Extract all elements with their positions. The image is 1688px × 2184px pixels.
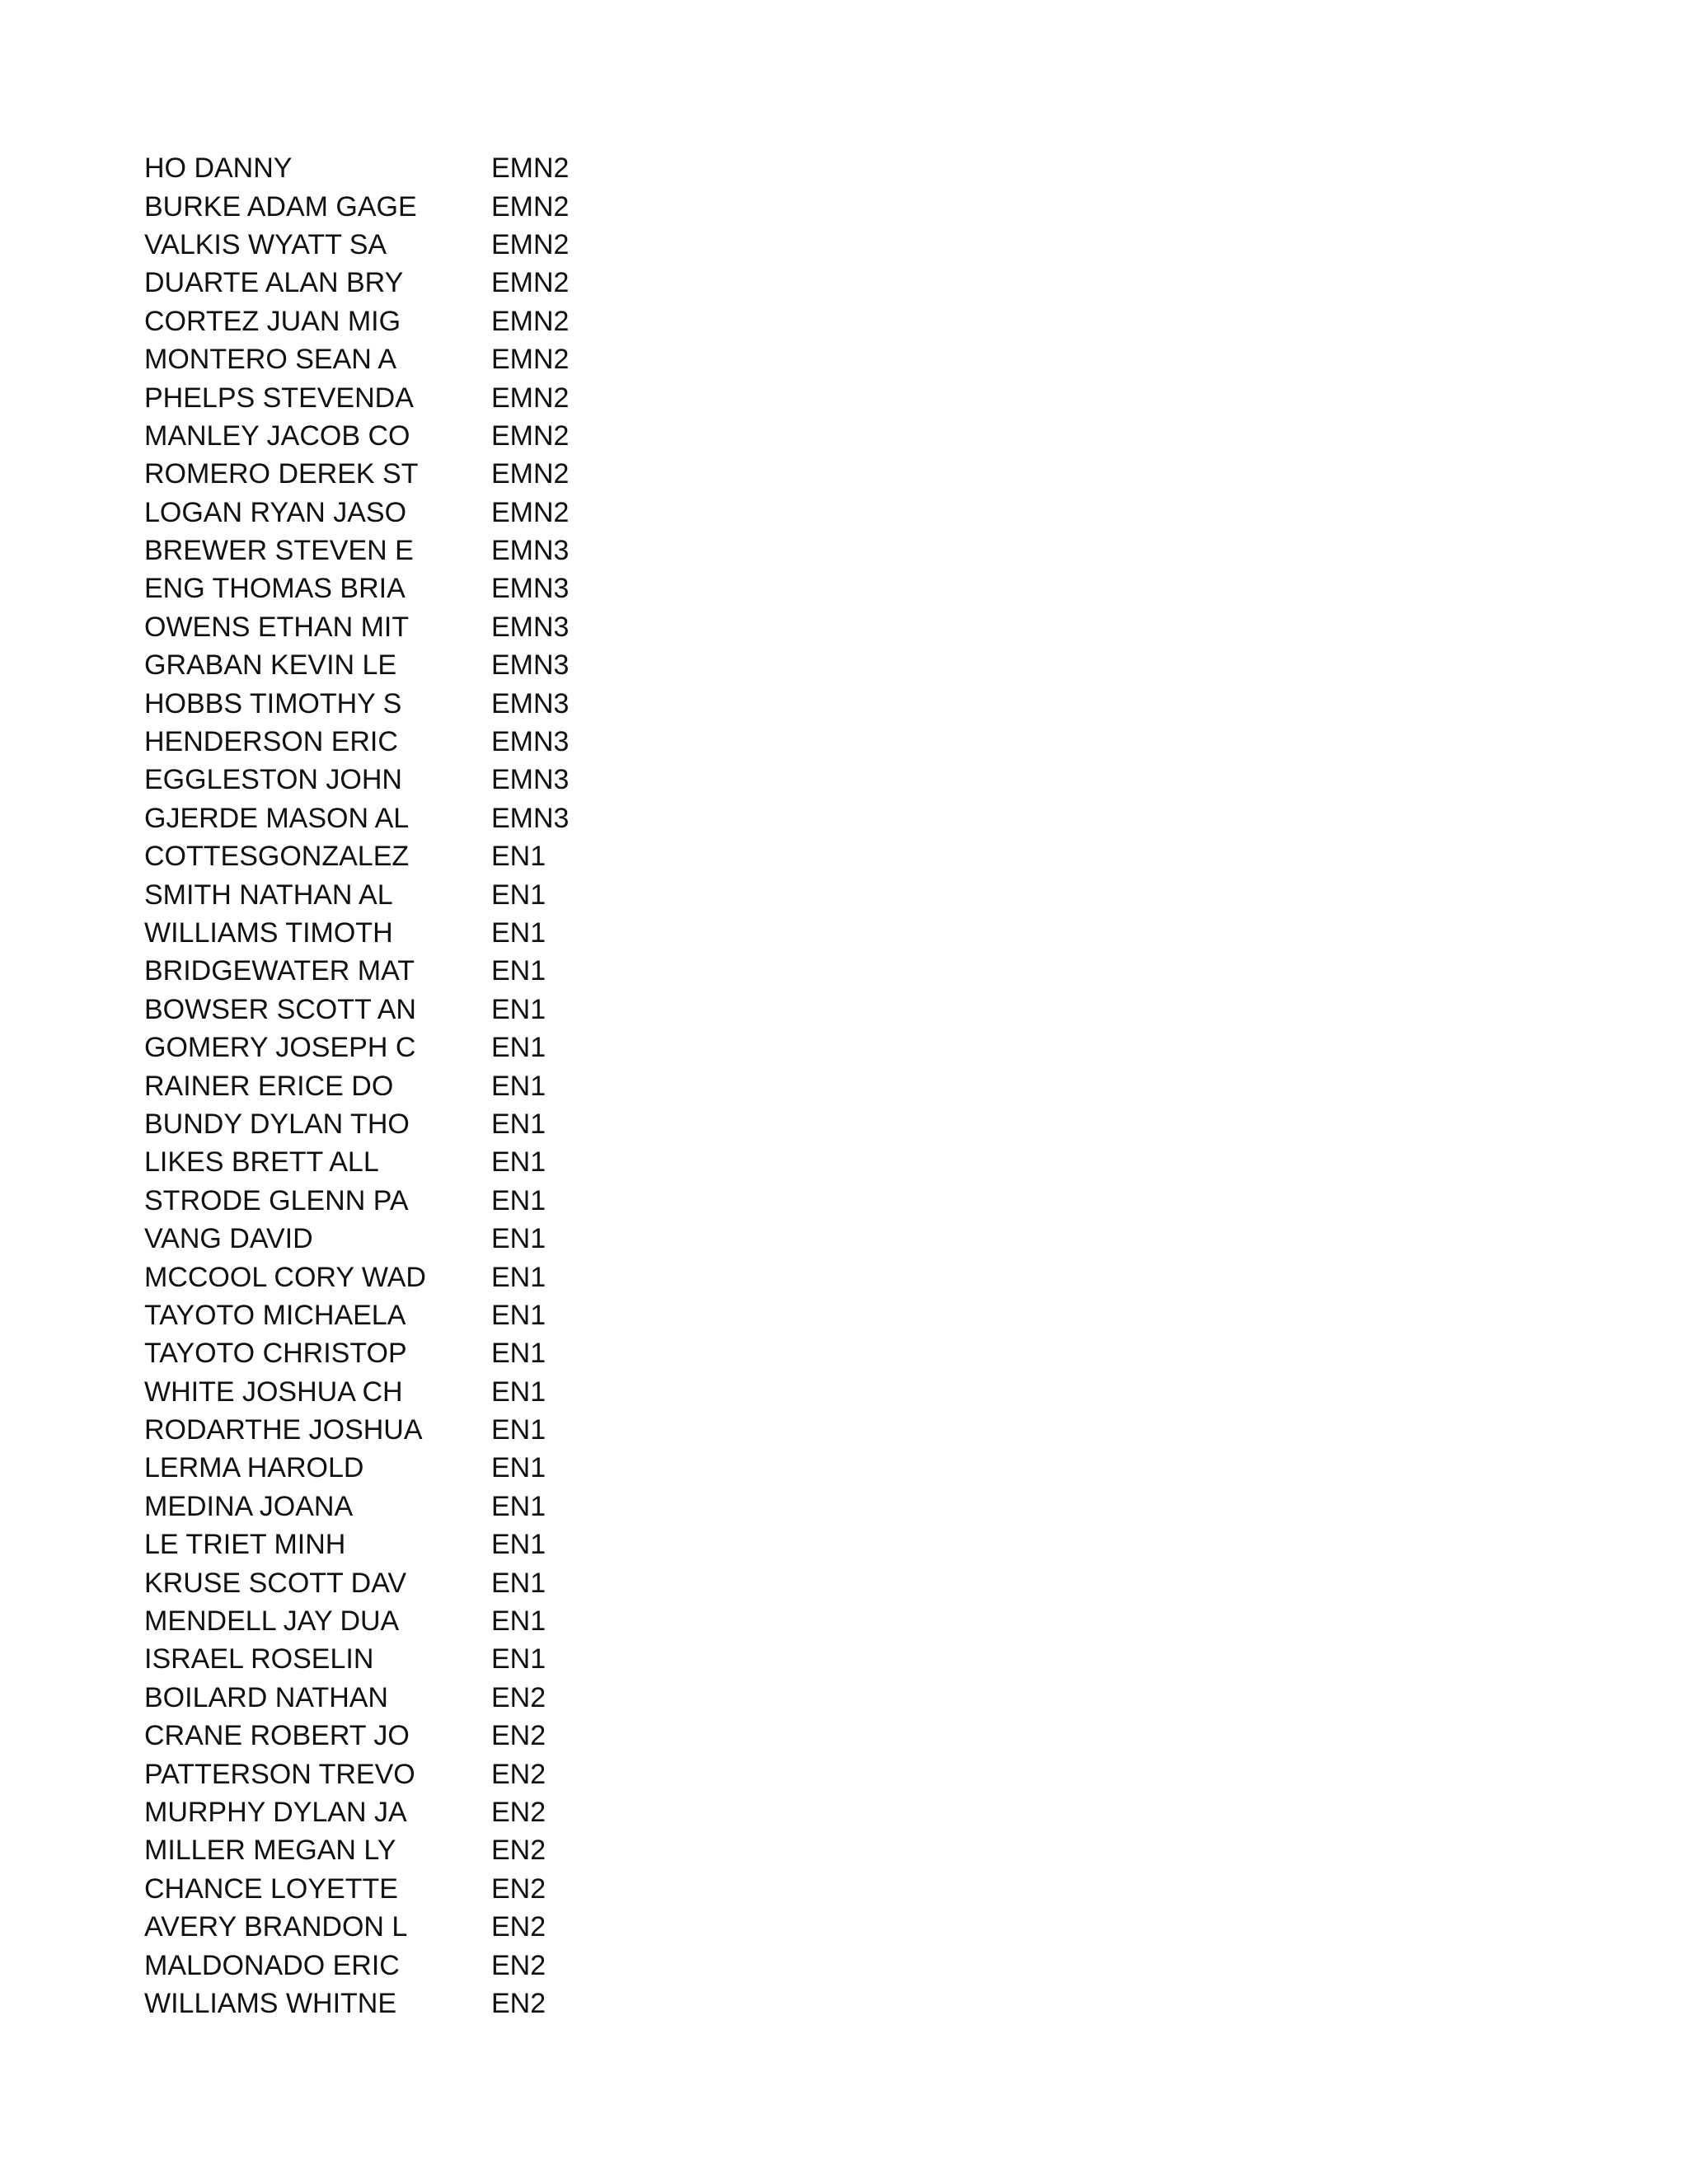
member-rate: EMN2 xyxy=(491,419,570,452)
member-name: RODARTHE JOSHUA xyxy=(144,1414,423,1446)
member-rate: EN2 xyxy=(491,1949,546,1981)
member-rate: EN2 xyxy=(491,1720,546,1752)
member-rate: EN1 xyxy=(491,1605,546,1638)
table-row xyxy=(144,1066,656,1104)
table-row xyxy=(144,149,656,187)
member-rate: EN1 xyxy=(491,1108,546,1140)
member-name: STRODE GLENN PA xyxy=(144,1184,409,1216)
member-rate: EMN3 xyxy=(491,535,570,567)
member-name: BRIDGEWATER MAT xyxy=(144,955,415,987)
member-rate: EMN2 xyxy=(491,305,570,337)
member-name: GJERDE MASON AL xyxy=(144,802,410,834)
member-name: MILLER MEGAN LY xyxy=(144,1835,396,1867)
member-name: MEDINA JOANA xyxy=(144,1490,354,1522)
member-rate: EN2 xyxy=(491,1911,546,1943)
member-name: WHITE JOSHUA CH xyxy=(144,1376,403,1408)
member-name: PATTERSON TREVO xyxy=(144,1758,415,1790)
member-rate: EN1 xyxy=(491,1070,546,1102)
member-rate: EMN3 xyxy=(491,573,570,605)
member-name: SMITH NATHAN AL xyxy=(144,879,393,911)
member-name: HENDERSON ERIC xyxy=(144,726,398,758)
table-row xyxy=(144,1029,656,1066)
table-row xyxy=(144,569,656,607)
member-name: BOWSER SCOTT AN xyxy=(144,993,416,1025)
member-rate: EMN3 xyxy=(491,649,570,682)
member-rate: EN1 xyxy=(491,1529,546,1561)
table-row xyxy=(144,1946,656,1984)
member-rate: EN1 xyxy=(491,1261,546,1293)
member-name: BREWER STEVEN E xyxy=(144,535,414,567)
member-rate: EN1 xyxy=(491,1643,546,1675)
table-row xyxy=(144,761,656,799)
table-row xyxy=(144,302,656,340)
table-row xyxy=(144,1985,656,2022)
member-rate: EN1 xyxy=(491,1567,546,1599)
table-row xyxy=(144,1526,656,1563)
member-name: LIKES BRETT ALL xyxy=(144,1146,379,1179)
member-rate: EN2 xyxy=(491,1872,546,1905)
member-name: BOILARD NATHAN xyxy=(144,1681,388,1713)
member-name: OWENS ETHAN MIT xyxy=(144,611,410,643)
member-rate: EN1 xyxy=(491,879,546,911)
table-row xyxy=(144,1373,656,1411)
member-rate: EMN2 xyxy=(491,344,570,376)
table-row xyxy=(144,1640,656,1678)
table-row xyxy=(144,799,656,837)
member-rate: EMN2 xyxy=(491,228,570,260)
member-rate: EN1 xyxy=(491,993,546,1025)
table-row xyxy=(144,417,656,455)
member-rate: EN1 xyxy=(491,1452,546,1484)
table-row xyxy=(144,1258,656,1296)
member-rate: EMN2 xyxy=(491,152,570,185)
table-row xyxy=(144,1717,656,1755)
table-row xyxy=(144,875,656,913)
table-row xyxy=(144,1411,656,1449)
table-row xyxy=(144,952,656,990)
member-rate: EMN3 xyxy=(491,764,570,796)
table-row xyxy=(144,1105,656,1143)
member-name: EGGLESTON JOHN xyxy=(144,764,402,796)
table-row xyxy=(144,914,656,952)
table-row xyxy=(144,187,656,225)
member-name: KRUSE SCOTT DAV xyxy=(144,1567,407,1599)
member-rate: EN2 xyxy=(491,1681,546,1713)
member-name: MENDELL JAY DUA xyxy=(144,1605,400,1638)
roster-table xyxy=(144,149,656,2022)
table-row xyxy=(144,1449,656,1487)
member-rate: EN1 xyxy=(491,1376,546,1408)
table-row xyxy=(144,1755,656,1793)
member-rate: EMN2 xyxy=(491,267,570,299)
member-rate: EN1 xyxy=(491,1338,546,1370)
member-rate: EN1 xyxy=(491,1223,546,1255)
member-name: GOMERY JOSEPH C xyxy=(144,1032,416,1064)
table-row xyxy=(144,608,656,646)
table-row xyxy=(144,646,656,684)
table-row xyxy=(144,1679,656,1717)
table-row xyxy=(144,340,656,378)
member-rate: EN1 xyxy=(491,1184,546,1216)
member-name: LERMA HAROLD xyxy=(144,1452,364,1484)
member-rate: EN2 xyxy=(491,1796,546,1828)
member-rate: EN1 xyxy=(491,955,546,987)
member-name: BUNDY DYLAN THO xyxy=(144,1108,410,1140)
table-row xyxy=(144,1296,656,1334)
member-name: HO DANNY xyxy=(144,152,293,185)
member-name: VALKIS WYATT SA xyxy=(144,228,387,260)
table-row xyxy=(144,1831,656,1869)
member-rate: EN1 xyxy=(491,1032,546,1064)
member-rate: EMN2 xyxy=(491,496,570,528)
member-rate: EN2 xyxy=(491,1987,546,2019)
member-name: MALDONADO ERIC xyxy=(144,1949,400,1981)
table-row xyxy=(144,494,656,532)
table-row xyxy=(144,837,656,875)
member-name: BURKE ADAM GAGE xyxy=(144,190,417,223)
member-rate: EN1 xyxy=(491,1146,546,1179)
member-name: MANLEY JACOB CO xyxy=(144,419,410,452)
table-row xyxy=(144,991,656,1029)
member-name: TAYOTO MICHAELA xyxy=(144,1299,406,1331)
member-rate: EN1 xyxy=(491,917,546,949)
member-rate: EN1 xyxy=(491,1490,546,1522)
table-row xyxy=(144,378,656,416)
member-rate: EMN2 xyxy=(491,458,570,490)
member-rate: EMN3 xyxy=(491,687,570,719)
member-name: RAINER ERICE DO xyxy=(144,1070,394,1102)
member-rate: EMN3 xyxy=(491,802,570,834)
member-rate: EN2 xyxy=(491,1758,546,1790)
member-name: HOBBS TIMOTHY S xyxy=(144,687,402,719)
member-name: AVERY BRANDON L xyxy=(144,1911,408,1943)
member-name: MCCOOL CORY WAD xyxy=(144,1261,426,1293)
member-rate: EMN2 xyxy=(491,190,570,223)
table-row xyxy=(144,1488,656,1526)
table-row xyxy=(144,1793,656,1831)
table-row xyxy=(144,455,656,493)
member-rate: EN2 xyxy=(491,1835,546,1867)
table-row xyxy=(144,1220,656,1258)
member-name: PHELPS STEVENDA xyxy=(144,382,414,414)
member-name: WILLIAMS WHITNE xyxy=(144,1987,397,2019)
member-name: CORTEZ JUAN MIG xyxy=(144,305,401,337)
table-row xyxy=(144,1563,656,1601)
table-row xyxy=(144,532,656,569)
member-name: LOGAN RYAN JASO xyxy=(144,496,407,528)
member-name: VANG DAVID xyxy=(144,1223,313,1255)
member-name: LE TRIET MINH xyxy=(144,1529,346,1561)
member-rate: EN1 xyxy=(491,1414,546,1446)
table-row xyxy=(144,1602,656,1640)
member-name: MURPHY DYLAN JA xyxy=(144,1796,407,1828)
table-row xyxy=(144,226,656,264)
table-row xyxy=(144,1908,656,1946)
table-row xyxy=(144,1334,656,1372)
member-name: ROMERO DEREK ST xyxy=(144,458,419,490)
member-name: CHANCE LOYETTE xyxy=(144,1872,398,1905)
table-row xyxy=(144,1182,656,1220)
member-name: GRABAN KEVIN LE xyxy=(144,649,397,682)
table-row xyxy=(144,1870,656,1908)
member-name: TAYOTO CHRISTOP xyxy=(144,1338,407,1370)
member-rate: EN1 xyxy=(491,1299,546,1331)
member-name: CRANE ROBERT JO xyxy=(144,1720,410,1752)
table-row xyxy=(144,264,656,302)
table-row xyxy=(144,684,656,722)
member-name: ENG THOMAS BRIA xyxy=(144,573,406,605)
table-row xyxy=(144,1143,656,1181)
member-name: ISRAEL ROSELIN xyxy=(144,1643,374,1675)
member-rate: EN1 xyxy=(491,841,546,873)
table-row xyxy=(144,723,656,761)
member-name: WILLIAMS TIMOTH xyxy=(144,917,393,949)
member-name: COTTESGONZALEZ xyxy=(144,841,410,873)
member-rate: EMN2 xyxy=(491,382,570,414)
member-name: DUARTE ALAN BRY xyxy=(144,267,404,299)
member-rate: EMN3 xyxy=(491,611,570,643)
member-name: MONTERO SEAN A xyxy=(144,344,397,376)
member-rate: EMN3 xyxy=(491,726,570,758)
